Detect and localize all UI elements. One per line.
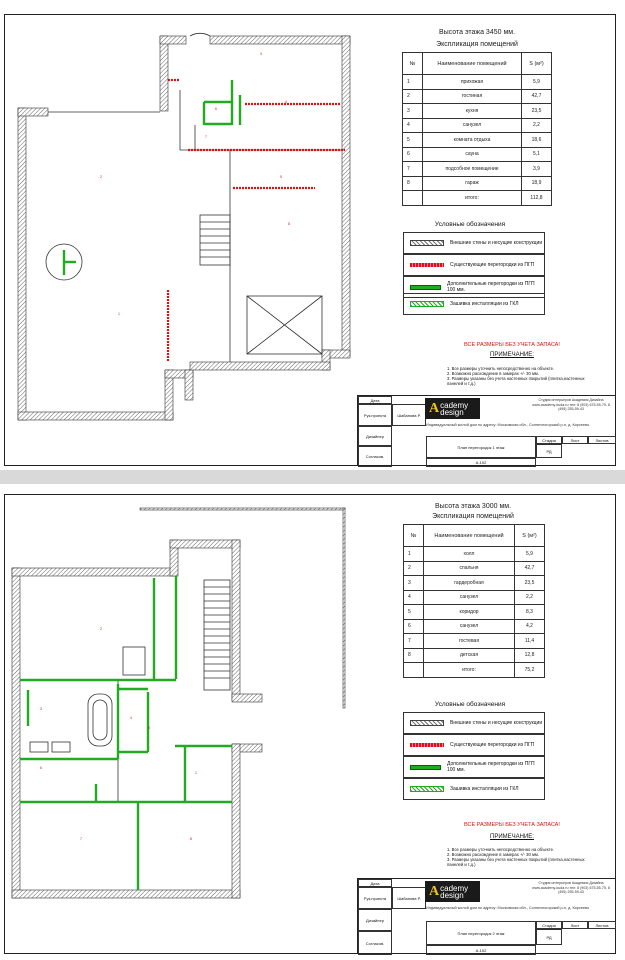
stamp-designer: Дизайнер [358,426,392,446]
total-row: итого: 112,8 [403,191,552,206]
outer-walls [12,508,345,898]
col-num-header: № [403,53,423,75]
table-row: 7 подсобное помещение 3,9 [403,162,552,177]
title-block [357,878,616,954]
svg-text:6: 6 [40,766,42,770]
stamp-stage-value: РД [536,444,562,458]
studio-info: Студия интерьеров Академия Дизайна www.academy-kuda.ru тел: 8 (903) 675-55-75, 8 (495) 255-59-43 [532,881,610,894]
total-row: итого: 75,2 [404,663,545,678]
svg-text:7: 7 [80,837,82,841]
table-row: 6 сауна 5,1 [403,147,552,162]
svg-text:5: 5 [280,175,282,179]
project-address: Индивидуальный жилой дом по адресу: Московская обл., Солнечногорский р-н, д. Кирсеево [426,906,590,910]
stamp-sheet: Лист [562,436,588,444]
legend-new-partitions: Дополнительные перегородки из ПГП 100 мм. [403,276,545,298]
hatch-swatch [410,720,444,726]
floor-height-title: Высота этажа 3450 мм. [438,29,516,36]
explication-title: Экспликация помещений [436,41,518,48]
svg-text:4: 4 [285,100,287,104]
svg-text:1: 1 [195,771,197,775]
stamp-sheet-name: План перегородок 1 этаж [426,436,536,458]
legend-new-partitions: Дополнительные перегородки из ПГП 100 мм. [403,756,545,778]
col-area-header: S (м²) [522,53,552,75]
note-title: ПРИМЕЧАНИЕ: [490,834,534,840]
stamp-stage: Стадия [536,921,562,929]
interior-walls [20,580,232,802]
table-row: 7 гостевая 11,4 [404,634,545,649]
notes-list: 1. Все размеры уточнить непосредственно на объекте. 2. Возможно расхождение в замерах +/- 30 мм. 3. Размеры указаны без учета настенных покрытий (плитка,настенных панелей и т.д.) [447,847,585,867]
floor-height-title: Высота этажа 3000 мм. [434,503,512,510]
svg-text:8: 8 [190,837,192,841]
stamp-sheets: Листов [588,921,616,929]
stamp-lead: Рук.проекта [358,887,392,909]
studio-info: Студия интерьеров Академия Дизайна www.academy-kuda.ru тел: 8 (903) 675-55-75, 8 (495) 255-59-43 [532,398,610,411]
legend-gkl: Зашивка инсталляции из ГКЛ [403,778,545,800]
svg-text:8: 8 [288,222,290,226]
svg-text:2: 2 [100,175,102,179]
stamp-stage: Стадия [536,436,562,444]
col-name-header: Наименование помещений [424,525,515,547]
stamp-sheets: Листов [588,436,616,444]
new-partitions [20,576,232,890]
crosshatch-swatch [410,301,444,307]
room-labels [100,52,290,316]
interior-walls [46,33,345,362]
table-row: 3 гардеробная 23,5 [404,576,545,591]
col-num-header: № [404,525,424,547]
table-row: 1 прихожая 5,9 [403,75,552,90]
warning-text: ВСЕ РАЗМЕРЫ БЕЗ УЧЕТА ЗАПАСА! [464,342,560,348]
table-row: 2 спальня 42,7 [404,561,545,576]
crosshatch-swatch [410,786,444,792]
red-swatch [410,263,444,267]
green-swatch [410,285,441,290]
table-row: 5 комната отдыха 18,6 [403,133,552,148]
stamp-lead-name: Шабанова Р. [392,887,426,909]
legend-existing-partitions: Существующие перегородки из ПГП [403,734,545,756]
svg-text:5: 5 [148,726,150,730]
warning-text: ВСЕ РАЗМЕРЫ БЕЗ УЧЕТА ЗАПАСА! [464,822,560,828]
stamp-code: А-102 [426,945,536,955]
legend-outer-walls: Внешние стены и несущие конструкции [403,712,545,734]
table-row: 6 санузел 4,2 [404,619,545,634]
red-swatch [410,743,444,747]
explication-title: Экспликация помещений [432,513,514,520]
hatch-swatch [410,240,444,246]
col-area-header: S (м²) [515,525,545,547]
title-block [357,395,616,466]
legend-outer-walls: Внешние стены и несущие конструкции [403,232,545,254]
table-row: 8 детская 12,8 [404,648,545,663]
legend-title: Условные обозначения [434,221,506,228]
legend-existing-partitions: Существующие перегородки из ПГП [403,254,545,276]
stamp-date: Дата [358,879,392,887]
legend-title: Условные обозначения [434,701,506,708]
stamp-designer: Дизайнер [358,909,392,931]
explication-table [403,524,545,678]
stamp-lead: Рук.проекта [358,404,392,426]
table-row: 1 холл 5,9 [404,547,545,562]
svg-text:2: 2 [100,627,102,631]
green-swatch [410,765,441,770]
note-title: ПРИМЕЧАНИЕ: [490,352,534,358]
explication-table [402,52,552,206]
academy-design-logo: A cademy design [425,881,480,902]
stamp-date: Дата [358,396,392,404]
sheet-floor-1 [0,0,625,470]
stamp-code: А-102 [426,458,536,467]
svg-text:6: 6 [215,107,217,111]
stamp-sheet-name: План перегородок 2 этаж [426,921,536,945]
sheet-separator [0,470,625,484]
sheet-floor-2 [0,484,625,960]
svg-text:3: 3 [260,52,262,56]
academy-design-logo: A cademy design [425,398,480,419]
stamp-stage-value: РД [536,929,562,945]
project-address: Индивидуальный жилой дом по адресу: Московская обл., Солнечногорский р-н, д. Кирсеево [426,423,590,427]
stamp-agreed: Согласов. [358,446,392,467]
notes-list: 1. Все размеры уточнить непосредственно на объекте. 2. Возможно расхождение в замерах +/- 30 мм. 3. Размеры указаны без учета настенных покрытий (плитка,настенных панелей и т.д.) [447,366,585,386]
stamp-sheet: Лист [562,921,588,929]
svg-text:7: 7 [205,135,207,139]
table-row: 4 санузел 2,2 [404,590,545,605]
outer-walls [18,36,350,420]
svg-text:1: 1 [118,312,120,316]
stamp-lead-name: Шабанова Р. [392,404,426,426]
svg-text:4: 4 [130,716,132,720]
col-name-header: Наименование помещений [423,53,522,75]
table-row: 8 гараж 18,9 [403,176,552,191]
table-row: 5 коридор 8,3 [404,605,545,620]
stamp-agreed: Согласов. [358,931,392,955]
table-row: 2 гостиная 42,7 [403,89,552,104]
svg-text:3: 3 [40,707,42,711]
new-partitions [64,80,240,275]
legend-gkl: Зашивка инсталляции из ГКЛ [403,293,545,315]
table-row: 4 санузел 2,2 [403,118,552,133]
table-row: 3 кухня 23,5 [403,104,552,119]
existing-partitions [168,80,345,362]
